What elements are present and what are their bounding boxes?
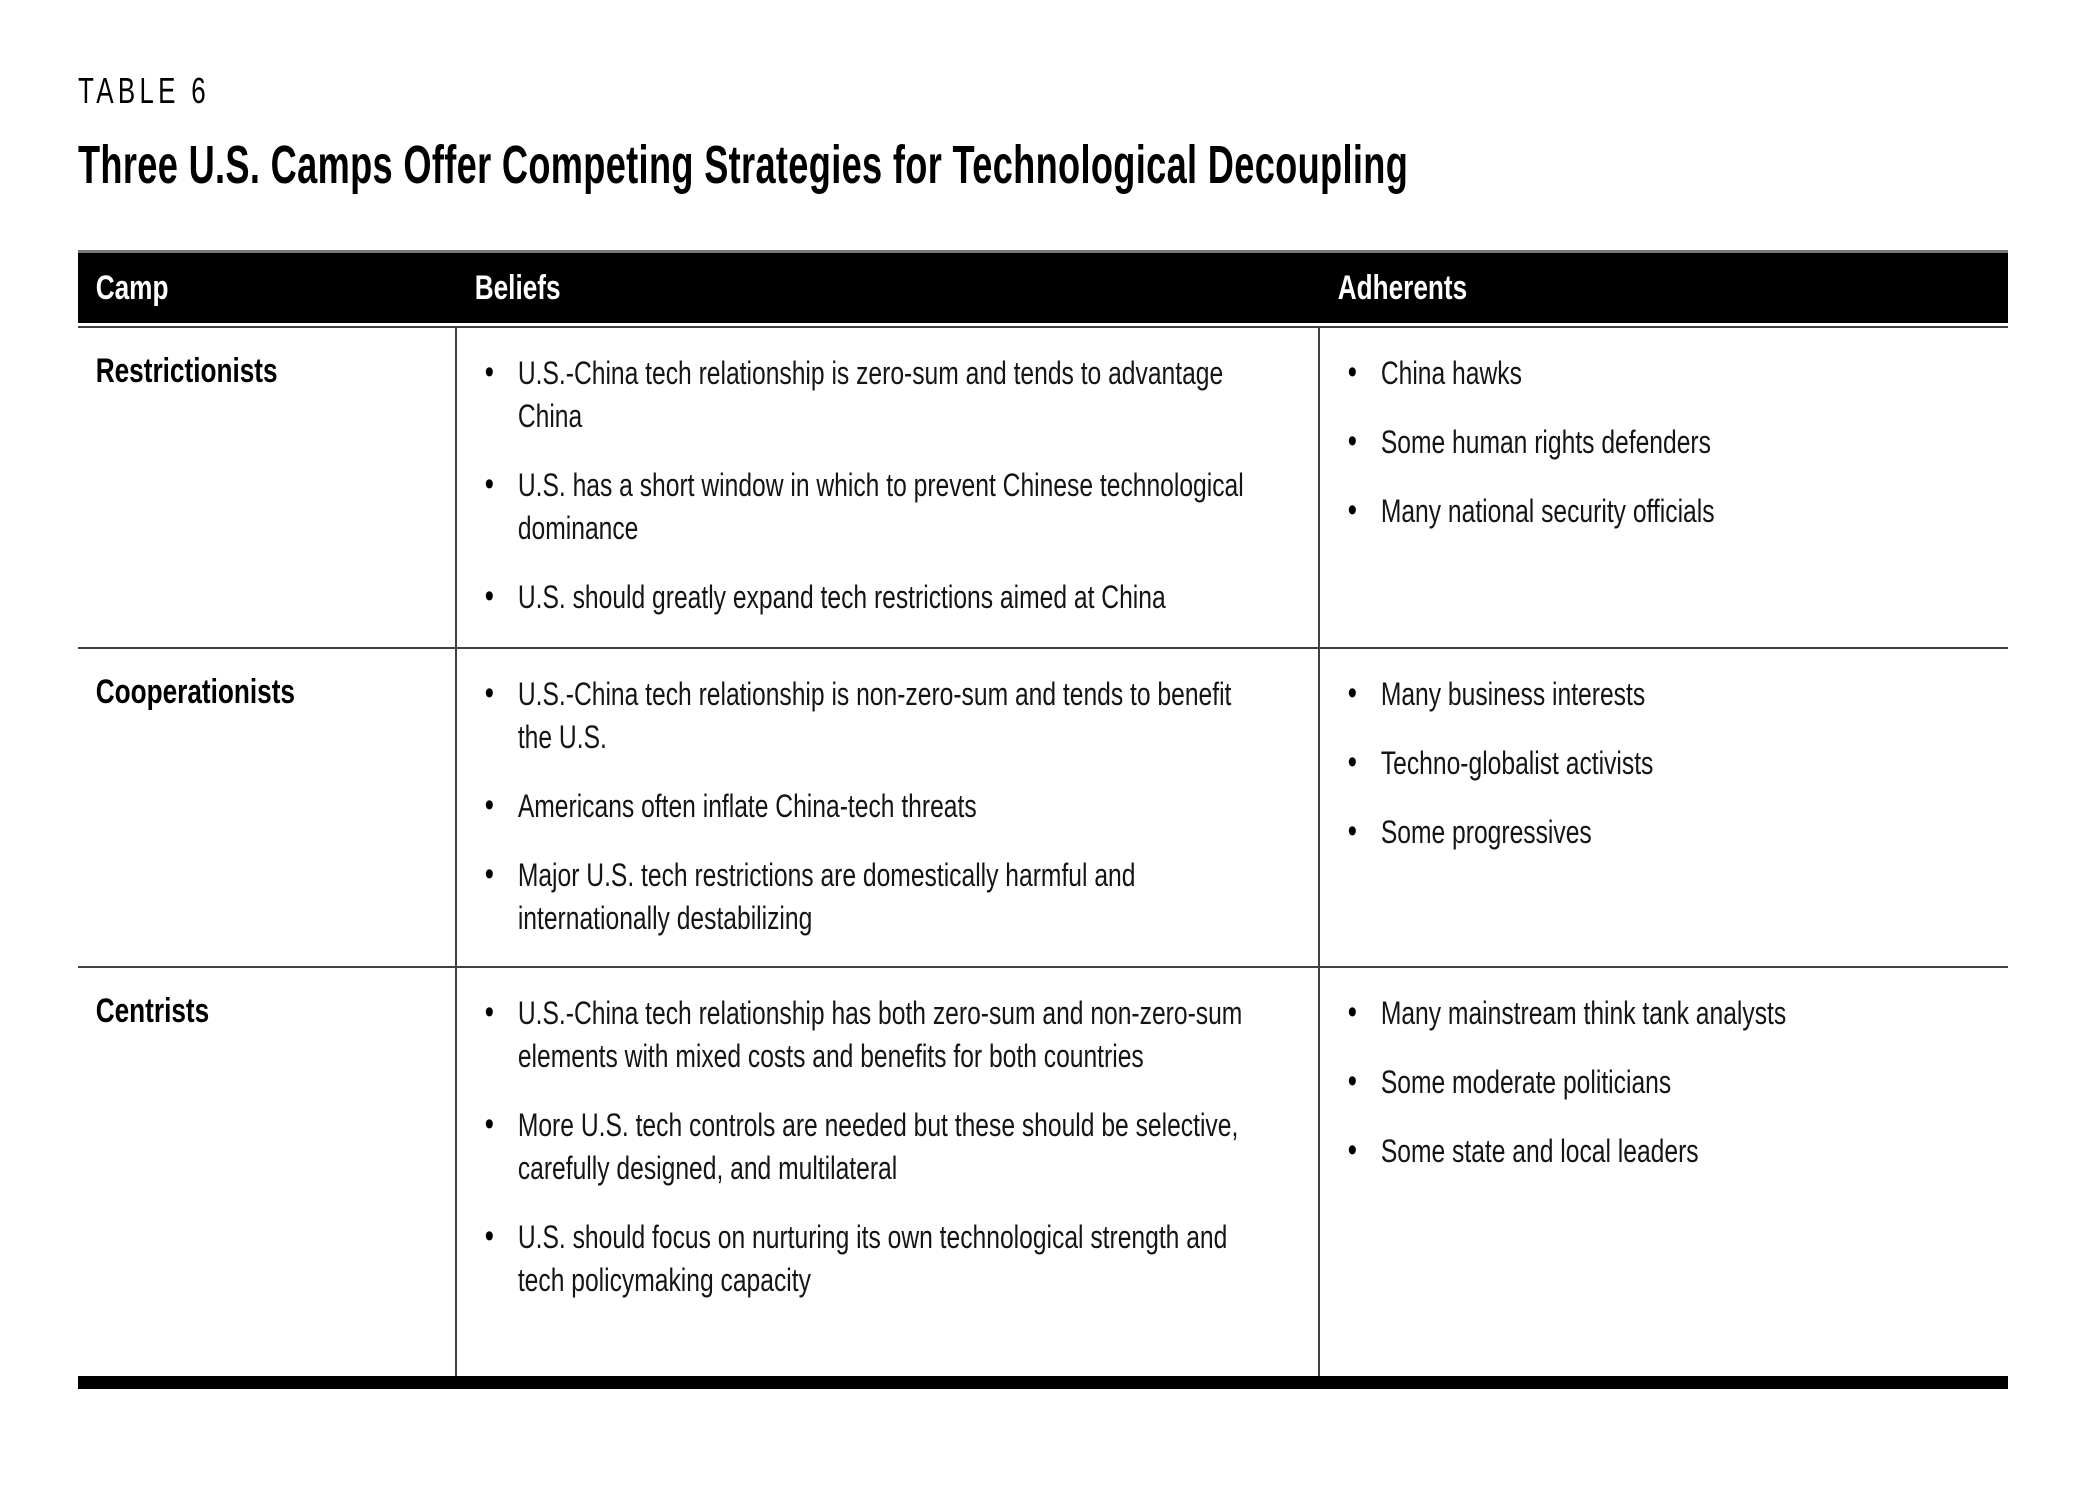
- adherents-cell: [1320, 968, 2008, 1376]
- table-row-cooperationists: [78, 649, 2008, 968]
- table-number-label: TABLE 6: [78, 70, 211, 111]
- bullet-item: • Techno-globalist activists: [1348, 742, 2008, 785]
- bullet-item: • U.S.-China tech relationship is zero-sum and tends to advantage China: [485, 352, 1253, 438]
- table-row-restrictionists: [78, 328, 2008, 649]
- bullet-item: • U.S.-China tech relationship is non-zero-sum and tends to benefit the U.S.: [485, 673, 1253, 759]
- bullet-item: • China hawks: [1348, 352, 2008, 395]
- adherents-list: [1320, 968, 2008, 1173]
- table-label-row: [78, 70, 2008, 112]
- bullet-item: • Many national security officials: [1348, 490, 2008, 533]
- table-header-row: [78, 250, 2008, 323]
- bullet-item: • U.S. should focus on nurturing its own technological strength and tech policymaking capacity: [485, 1216, 1253, 1302]
- bullet-item: • U.S. has a short window in which to prevent Chinese technological dominance: [485, 464, 1253, 550]
- bullet-item: • U.S. should greatly expand tech restrictions aimed at China: [485, 576, 1253, 619]
- header-label-beliefs: Beliefs: [474, 268, 561, 307]
- table-title-row: [78, 134, 2008, 196]
- header-cell-beliefs: [457, 253, 1320, 323]
- bullet-item: • Many mainstream think tank analysts: [1348, 992, 2008, 1035]
- beliefs-cell: [457, 968, 1320, 1376]
- bullet-item: • Some state and local leaders: [1348, 1130, 2008, 1173]
- camp-cell: [78, 649, 457, 966]
- camp-name: Centrists: [95, 992, 210, 1030]
- beliefs-list: [457, 649, 1318, 940]
- beliefs-list: [457, 968, 1318, 1302]
- table-row-centrists: [78, 968, 2008, 1376]
- bullet-item: • Americans often inflate China-tech threats: [485, 785, 1253, 828]
- beliefs-cell: [457, 328, 1320, 647]
- beliefs-cell: [457, 649, 1320, 966]
- bullet-item: • Some progressives: [1348, 811, 2008, 854]
- header-cell-camp: [78, 253, 457, 323]
- adherents-list: [1320, 649, 2008, 854]
- bullet-item: • Many business interests: [1348, 673, 2008, 716]
- adherents-cell: [1320, 649, 2008, 966]
- adherents-cell: [1320, 328, 2008, 647]
- camp-cell: [78, 328, 457, 647]
- bullet-item: • U.S.-China tech relationship has both zero-sum and non-zero-sum elements with mixed costs and benefits for both countries: [485, 992, 1253, 1078]
- bullet-item: • Some human rights defenders: [1348, 421, 2008, 464]
- header-label-adherents: Adherents: [1337, 268, 1468, 307]
- adherents-list: [1320, 328, 2008, 533]
- table-bottom-rule: [78, 1376, 2008, 1389]
- header-cell-adherents: [1320, 253, 2008, 323]
- beliefs-list: [457, 328, 1318, 619]
- camp-name: Cooperationists: [95, 673, 295, 711]
- bullet-item: • Some moderate politicians: [1348, 1061, 2008, 1104]
- camp-cell: [78, 968, 457, 1376]
- table-title: Three U.S. Camps Offer Competing Strategies for Technological Decoupling: [78, 135, 1409, 195]
- bullet-item: • Major U.S. tech restrictions are domestically harmful and internationally destabilizing: [485, 854, 1253, 940]
- data-table: [78, 250, 2008, 1389]
- header-label-camp: Camp: [95, 268, 169, 307]
- bullet-item: • More U.S. tech controls are needed but these should be selective, carefully designed, and multilateral: [485, 1104, 1253, 1190]
- table-body: [78, 326, 2008, 1376]
- camp-name: Restrictionists: [95, 352, 278, 390]
